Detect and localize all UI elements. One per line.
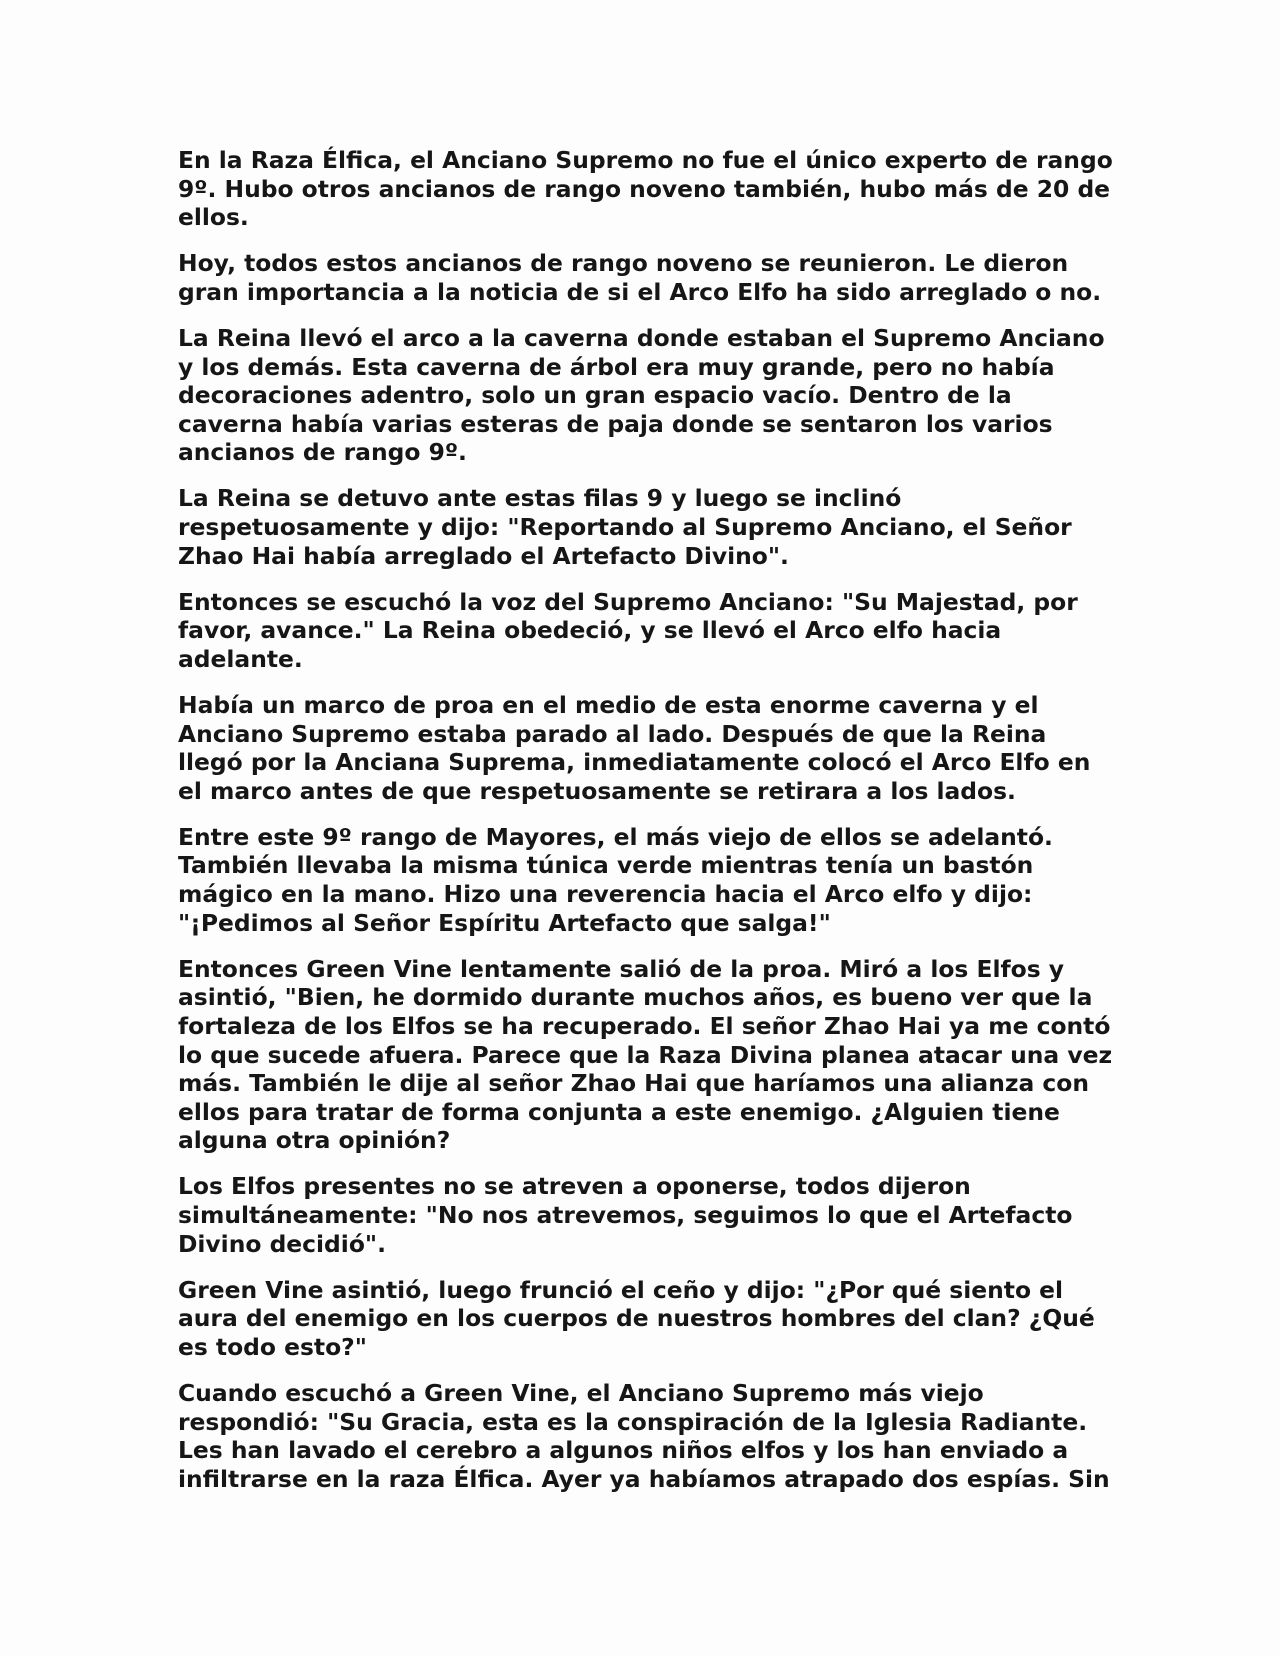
paragraph-3: La Reina llevó el arco a la caverna donde estaban el Supremo Anciano y los demás. Esta caverna de árbol era muy grande, pero no había decoraciones adentro, solo un gran espacio vacío. Dentro de la caverna había varias esteras de paja donde se sentaron los varios ancianos de rango 9º. bbox=[178, 323, 1105, 467]
paragraph-6: Había un marco de proa en el medio de esta enorme caverna y el Anciano Supremo estaba parado al lado. Después de que la Reina llegó por la Anciana Suprema, inmediatamente colocó el Arco Elfo en el marco antes de que respetuosamente se retirara a los lados. bbox=[178, 691, 1091, 805]
text-column bbox=[178, 146, 1118, 1511]
paragraph-11: Cuando escuchó a Green Vine, el Anciano Supremo más viejo respondió: "Su Gracia, esta es la conspiración de la Iglesia Radiante. Les han lavado el cerebro a algunos niños elfos y los han enviado a infiltrarse en la raza Élfica. Ayer ya habíamos atrapado dos espías. Sin bbox=[178, 1378, 1110, 1493]
paragraph-1: En la Raza Élfica, el Anciano Supremo no fue el único experto de rango 9º. Hubo otros ancianos de rango noveno también, hubo más de 20 de ellos. bbox=[178, 146, 1113, 232]
paragraph-7: Entre este 9º rango de Mayores, el más viejo de ellos se adelantó. También llevaba la misma túnica verde mientras tenía un bastón mágico en la mano. Hizo una reverencia hacia el Arco elfo y dijo: "¡Pedimos al Señor Espíritu Artefacto que salga!" bbox=[178, 822, 1053, 937]
paragraph-5: Entonces se escuchó la voz del Supremo Anciano: "Su Majestad, por favor, avance." La Reina obedeció, y se llevó el Arco elfo hacia adelante. bbox=[178, 587, 1078, 673]
paragraph-2: Hoy, todos estos ancianos de rango noveno se reunieron. Le dieron gran importancia a la noticia de si el Arco Elfo ha sido arreglado o no. bbox=[178, 249, 1102, 306]
paragraph-4: La Reina se detuvo ante estas filas 9 y luego se inclinó respetuosamente y dijo: "Reportando al Supremo Anciano, el Señor Zhao Hai había arreglado el Artefacto Divino". bbox=[178, 484, 1072, 570]
paragraph-10: Green Vine asintió, luego frunció el ceño y dijo: "¿Por qué siento el aura del enemigo en los cuerpos de nuestros hombres del clan? ¿Qué es todo esto?" bbox=[178, 1275, 1095, 1361]
paragraph-9: Los Elfos presentes no se atreven a oponerse, todos dijeron simultáneamente: "No nos atrevemos, seguimos lo que el Artefacto Divino decidió". bbox=[178, 1172, 1073, 1258]
paragraph-8: Entonces Green Vine lentamente salió de la proa. Miró a los Elfos y asintió, "Bien, he dormido durante muchos años, es bueno ver que la fortaleza de los Elfos se ha recuperado. El señor Zhao Hai ya me contó lo que sucede afuera. Parece que la Raza Divina planea atacar una vez más. También le dije al señor Zhao Hai que haríamos una alianza con ellos para tratar de forma conjunta a este enemigo. ¿Alguien tiene alguna otra opinión? bbox=[178, 954, 1113, 1155]
